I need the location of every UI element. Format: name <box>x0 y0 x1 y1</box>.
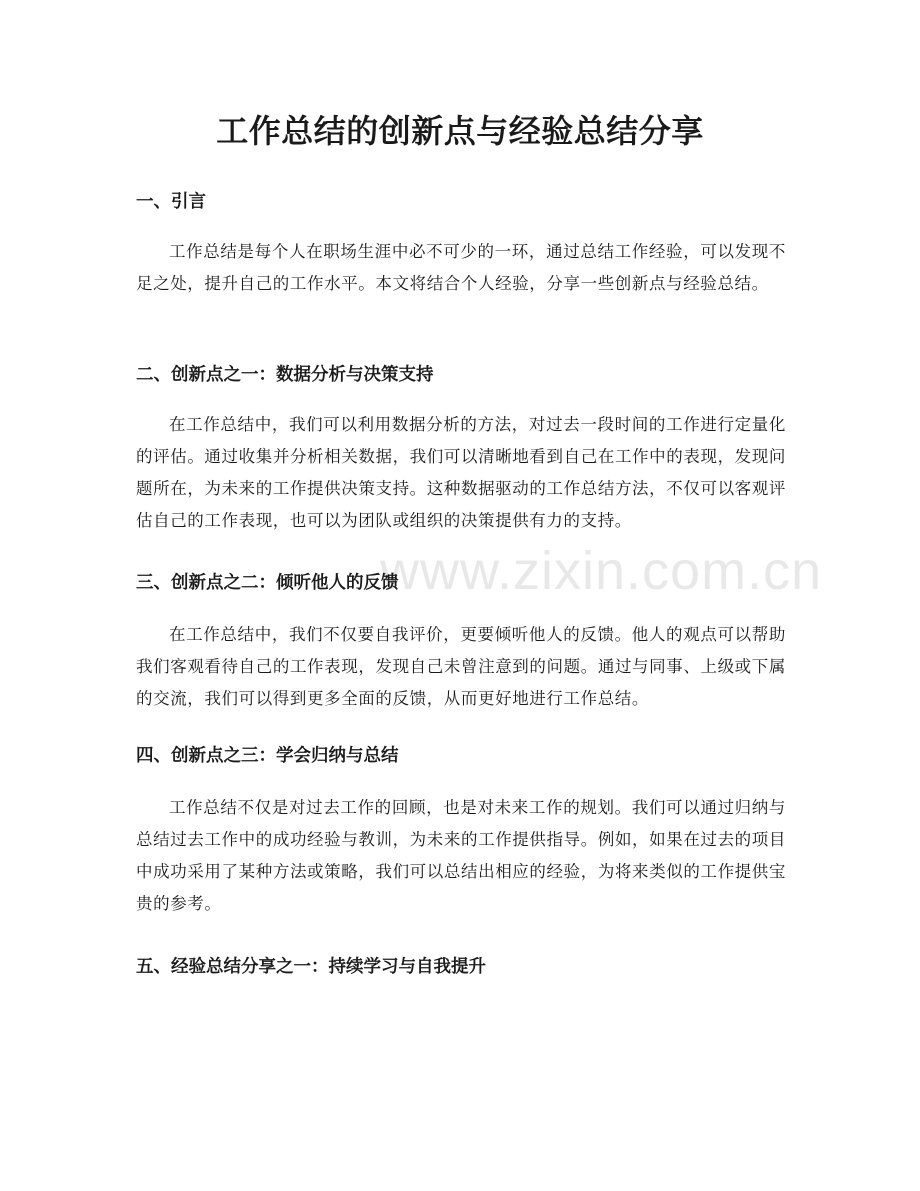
document-title: 工作总结的创新点与经验总结分享 <box>216 112 704 150</box>
section-heading-summarize: 四、创新点之三：学会归纳与总结 <box>136 746 399 766</box>
section-heading-feedback: 三、创新点之二：倾听他人的反馈 <box>136 573 399 593</box>
section-paragraph-feedback: 在工作总结中，我们不仅要自我评价，更要倾听他人的反馈。他人的观点可以帮助我们客观看待自己的工作表现，发现自己未曾注意到的问题。通过与同事、上级或下属的交流，我们可以得到更多全面的反馈，从而更好地进行工作总结。 <box>136 625 786 708</box>
section-paragraph-summarize: 工作总结不仅是对过去工作的回顾，也是对未来工作的规划。我们可以通过归纳与总结过去工作中的成功经验与教训，为未来的工作提供指导。例如，如果在过去的项目中成功采用了某种方法或策略，我们可以总结出相应的经验，为将来类似的工作提供宝贵的参考。 <box>136 798 786 913</box>
section-paragraph-introduction: 工作总结是每个人在职场生涯中必不可少的一环，通过总结工作经验，可以发现不足之处，提升自己的工作水平。本文将结合个人经验，分享一些创新点与经验总结。 <box>136 242 786 293</box>
section-heading-continuous-learning: 五、经验总结分享之一：持续学习与自我提升 <box>136 957 486 977</box>
section-heading-data-analysis: 二、创新点之一：数据分析与决策支持 <box>136 365 434 385</box>
watermark: www.zixin.com.cn <box>380 541 823 601</box>
section-paragraph-data-analysis: 在工作总结中，我们可以利用数据分析的方法，对过去一段时间的工作进行定量化的评估。通过收集并分析相关数据，我们可以清晰地看到自己在工作中的表现，发现问题所在，为未来的工作提供决策支持。这种数据驱动的工作总结方法，不仅可以客观评估自己的工作表现，也可以为团队或组织的决策提供有力的支持。 <box>136 415 786 530</box>
section-heading-introduction: 一、引言 <box>136 192 206 212</box>
